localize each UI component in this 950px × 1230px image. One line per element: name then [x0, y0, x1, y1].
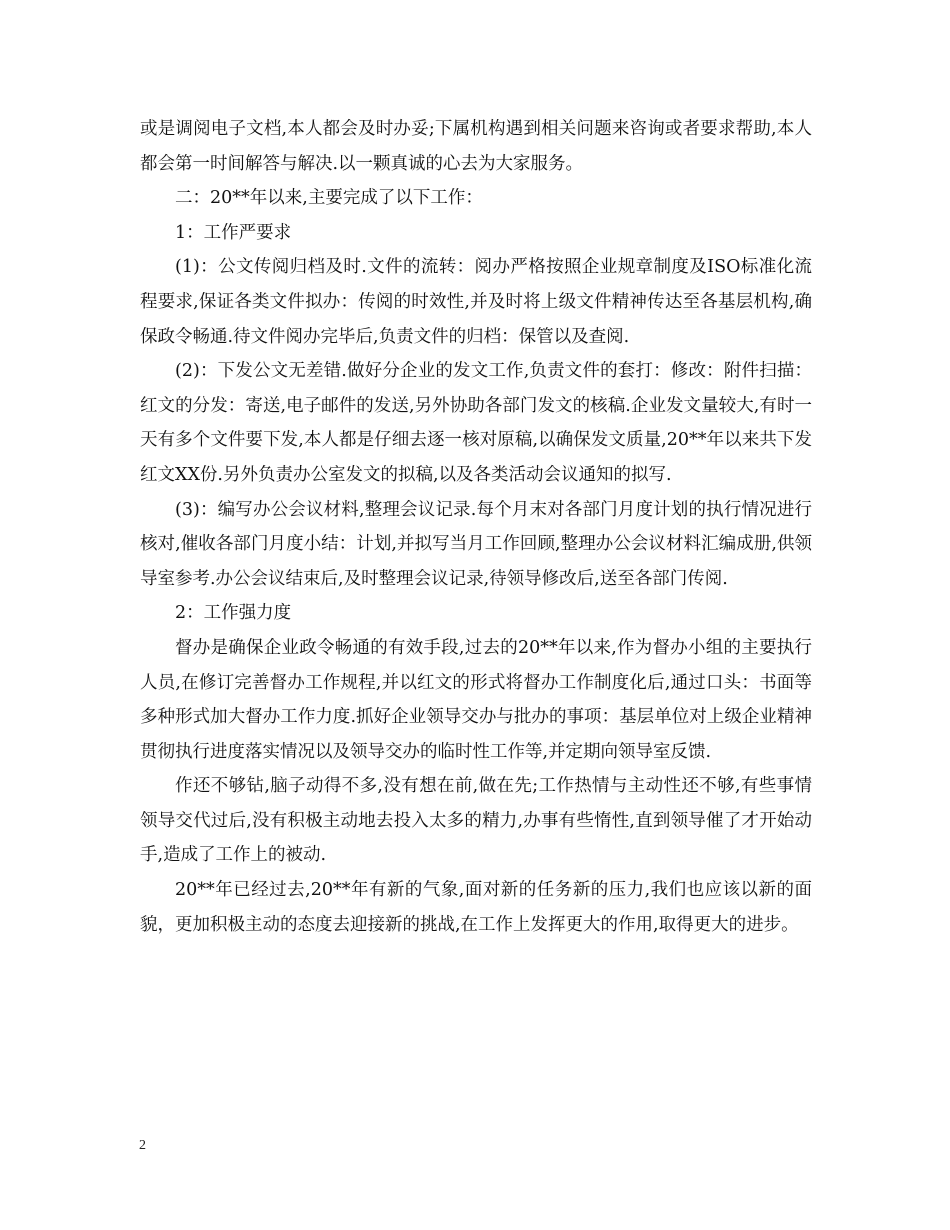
section-heading-2: 二：20**年以来,主要完成了以下工作： [175, 188, 483, 209]
paragraph-supervision: 督办是确保企业政令畅通的有效手段,过去的20**年以来,作为督办小组的主要执行人员,在修订完善督办工作规程,并以红文的形式将督办工作制度化后,通过口头：书面等多种形式加大督办工作力度.抓好企业领导交办与批办的事项：基层单位对上级企业精神贯彻执行进度落实情况以及领导交办的临时性工作等,并定期向领导室反馈. [140, 637, 812, 762]
paragraph-item-1: (1)：公文传阅归档及时.文件的流转：阅办严格按照企业规章制度及ISO标准化流程要求,保证各类文件拟办：传阅的时效性,并及时将上级文件精神传达至各基层机构,确保政令畅通.待文件阅办完毕后,负责文件的归档：保管以及查阅. [140, 257, 812, 347]
subsection-heading-1: 1：工作严要求 [175, 222, 292, 243]
paragraph-item-2: (2)：下发公文无差错.做好分企业的发文工作,负责文件的套打：修改：附件扫描：红文的分发：寄送,电子邮件的发送,另外协助各部门发文的核稿.企业发文量较大,有时一天有多个文件要下发,本人都是仔细去逐一核对原稿,以确保发文质量,20**年以来共下发红文XX份.另外负责办公室发文的拟稿,以及各类活动会议通知的拟写. [140, 361, 812, 485]
paragraph-item-3: (3)：编写办公会议材料,整理会议记录.每个月末对各部门月度计划的执行情况进行核对,催收各部门月度小结：计划,并拟写当月工作回顾,整理办公会议材料汇编成册,供领导室参考.办公会议结束后,及时整理会议记录,待领导修改后,送至各部门传阅. [140, 499, 812, 589]
document-body [140, 112, 812, 942]
paragraph-outlook: 20**年已经过去,20**年有新的气象,面对新的任务新的压力,我们也应该以新的面貌，更加积极主动的态度去迎接新的挑战,在工作上发挥更大的作用,取得更大的进步。 [140, 880, 812, 935]
page-number: 2 [139, 1138, 146, 1153]
subsection-heading-2: 2：工作强力度 [175, 603, 292, 624]
paragraph-shortcomings: 作还不够钻,脑子动得不多,没有想在前,做在先;工作热情与主动性还不够,有些事情领导交代过后,没有积极主动地去投入太多的精力,办事有些惰性,直到领导催了才开始动手,造成了工作上的被动. [140, 776, 812, 866]
paragraph-1: 或是调阅电子文档,本人都会及时办妥;下属机构遇到相关问题来咨询或者要求帮助,本人都会第一时间解答与解决.以一颗真诚的心去为大家服务。 [140, 119, 812, 174]
